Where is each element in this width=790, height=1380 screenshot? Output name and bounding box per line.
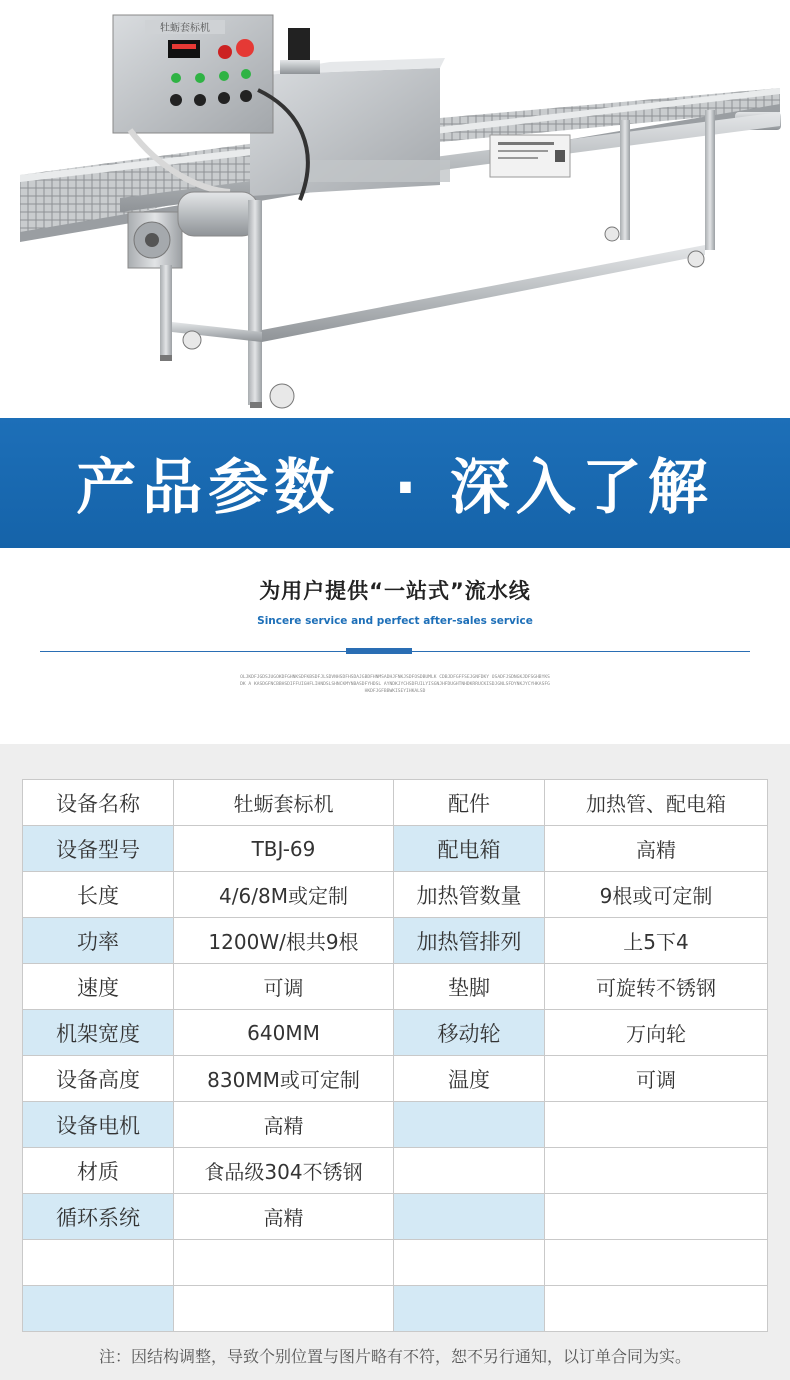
spec-label: 速度 [23,964,174,1010]
spec-value [545,1286,768,1332]
disclaimer-note: 注：因结构调整，导致个别位置与图片略有不符，恕不另行通知，以订单合同为实。 [98,1347,691,1366]
spec-value: 高精 [545,826,768,872]
machine-illustration [0,0,790,418]
spec-value [545,1102,768,1148]
table-row [23,918,768,964]
spec-label [23,1240,174,1286]
stop-button-indicator [218,45,232,59]
spec-value [545,1148,768,1194]
table-row [23,1194,768,1240]
spec-value [545,1194,768,1240]
headline: 为用户提供“一站式”流水线 [259,579,531,603]
spec-label [394,1194,545,1240]
table-row [23,1286,768,1332]
spec-label [394,1240,545,1286]
table-row [23,964,768,1010]
spec-label [394,1286,545,1332]
spec-value: 4/6/8M或定制 [174,872,394,918]
table-row [23,1102,768,1148]
spec-value: 可调 [174,964,394,1010]
table-row [23,872,768,918]
spec-label: 功率 [23,918,174,964]
frame-leg [160,265,172,360]
table-row [23,1240,768,1286]
spec-value: 可调 [545,1056,768,1102]
spec-value [174,1240,394,1286]
spec-label [394,1102,545,1148]
spec-label: 设备电机 [23,1102,174,1148]
spec-label: 配电箱 [394,826,545,872]
product-photo [0,0,790,418]
banner-title [76,440,713,526]
spec-value: TBJ-69 [174,826,394,872]
spec-value: 食品级304不锈钢 [174,1148,394,1194]
frame-leg [248,200,262,405]
spec-value: 万向轮 [545,1010,768,1056]
banner-title-left: 产品参数 [76,453,341,523]
spec-value: 加热管、配电箱 [545,780,768,826]
caster-wheel [270,384,294,408]
top-motor [288,28,310,62]
caster-wheel [183,331,201,349]
spec-value: 上5下4 [545,918,768,964]
spec-label: 垫脚 [394,964,545,1010]
spec-value: 牡蛎套标机 [174,780,394,826]
subline: Sincere service and perfect after-sales service [257,615,533,627]
spec-value: 830MM或可定制 [174,1056,394,1102]
spec-label: 长度 [23,872,174,918]
frame-leg [705,110,715,250]
table-row [23,1056,768,1102]
emergency-stop-icon [236,39,254,57]
section-banner [0,418,790,548]
frame-leg [620,120,630,240]
spec-label: 加热管排列 [394,918,545,964]
spec-label: 材质 [23,1148,174,1194]
table-row [23,780,768,826]
spec-value: 9根或可定制 [545,872,768,918]
spec-label: 循环系统 [23,1194,174,1240]
spec-table [22,779,768,1332]
spec-label: 设备名称 [23,780,174,826]
caster-wheel [605,227,619,241]
micro-text: OLJKDFJGDSJUGOKDFGHNKSDFKBSDFJLSDVNHSDFHSDAJGBDFHNMSADHJFNKJSDFOSDBUMLK CDBJDFGFFSEJGNFDKY OSADFJSDNGKJDFSGHBYKSDK A KASDGFNCBBHSDIFFUIGHFLIHNDSLSHNCKMYNBASDFYHDSL AYNDKJYCHSDFUILYISGNJHFDUGHTNHDKRRUCKISDJGNLSFDYNKJYCYHKASFGHKDFJGFBBWKISEYIHKALSD [240,675,550,694]
panel-label: 牡蛎套标机 [160,23,210,34]
spec-label: 设备高度 [23,1056,174,1102]
spec-value: 1200W/根共9根 [174,918,394,964]
spec-label: 温度 [394,1056,545,1102]
spec-label: 配件 [394,780,545,826]
spec-value: 高精 [174,1194,394,1240]
spec-value [174,1286,394,1332]
divider-accent [346,648,412,654]
table-row [23,1148,768,1194]
banner-title-right: 深入了解 [449,453,714,523]
table-row [23,1010,768,1056]
table-row [23,826,768,872]
banner-separator: · [394,453,423,523]
spec-label: 设备型号 [23,826,174,872]
spec-value [545,1240,768,1286]
spec-label: 加热管数量 [394,872,545,918]
caster-wheel [688,251,704,267]
spec-label [394,1148,545,1194]
spec-label [23,1286,174,1332]
spec-label: 机架宽度 [23,1010,174,1056]
spec-value: 640MM [174,1010,394,1056]
spec-value: 高精 [174,1102,394,1148]
spec-value: 可旋转不锈钢 [545,964,768,1010]
spec-label: 移动轮 [394,1010,545,1056]
